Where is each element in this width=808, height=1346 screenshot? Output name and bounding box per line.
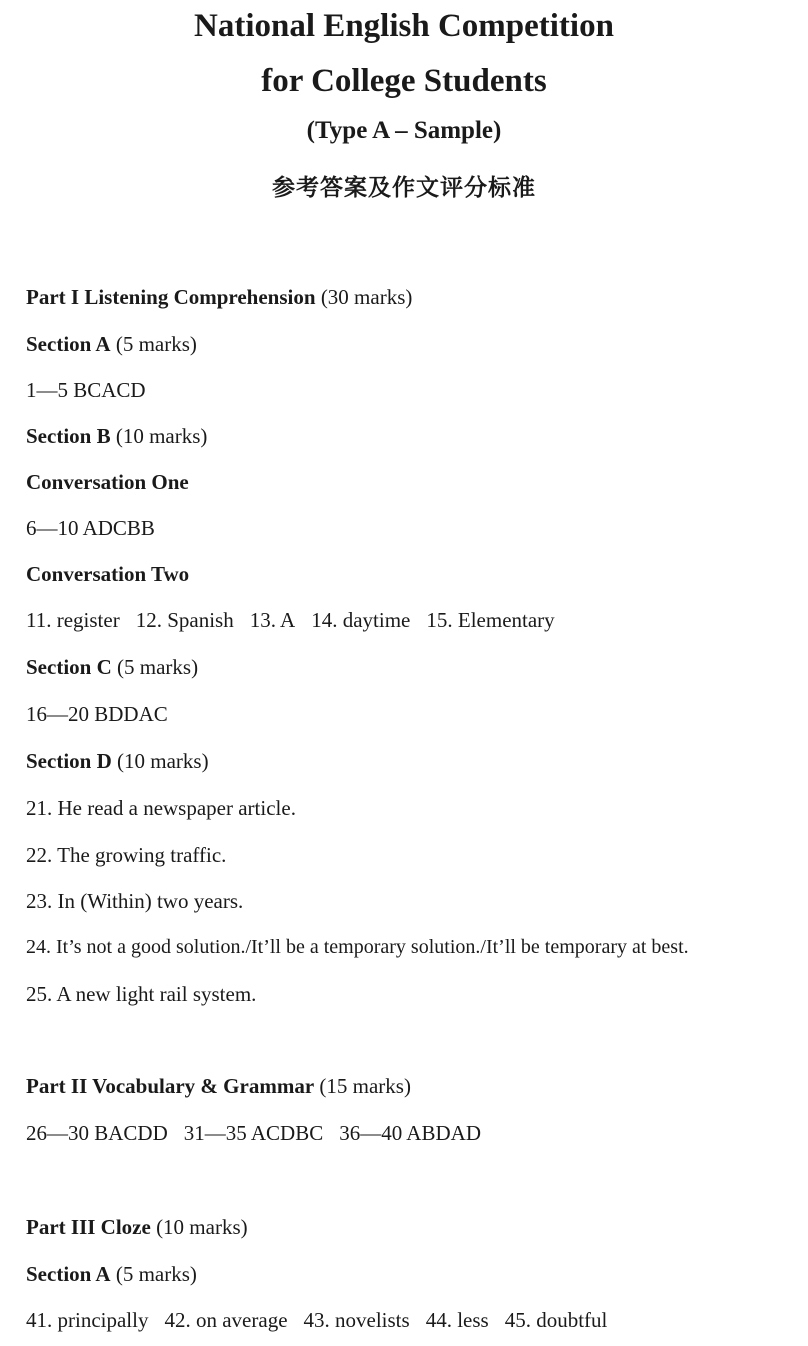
answer-item: 13. A xyxy=(249,608,296,632)
answer-group: 26—30 BACDD xyxy=(26,1121,168,1145)
part3-sectionA-heading xyxy=(26,1264,197,1285)
part1-sectionC-answers: 16—20 BDDAC xyxy=(26,702,168,726)
part2-title: Part II Vocabulary & Grammar xyxy=(26,1074,315,1098)
part2-marks: (15 marks) xyxy=(319,1074,411,1098)
conversation-one-label: Conversation One xyxy=(26,470,189,494)
title-line-2: for College Students xyxy=(261,63,547,99)
part3-heading xyxy=(26,1217,248,1238)
part1-sectionD-heading xyxy=(26,751,209,772)
subtitle: (Type A – Sample) xyxy=(306,117,502,144)
part1-marks: (30 marks) xyxy=(320,285,413,309)
section-marks: (10 marks) xyxy=(117,749,209,773)
conversation-two-answers xyxy=(26,610,555,631)
part2-heading xyxy=(26,1076,411,1097)
part1-sectionA-answers: 1—5 BCACD xyxy=(26,378,146,402)
answer-item: 45. doubtful xyxy=(504,1308,608,1332)
section-label: Section C xyxy=(26,655,112,679)
answer-21: 21. He read a newspaper article. xyxy=(26,796,296,820)
answer-22: 22. The growing traffic. xyxy=(26,843,227,867)
chinese-title: 参考答案及作文评分标准 xyxy=(272,175,536,201)
part3-marks: (10 marks) xyxy=(156,1215,248,1239)
section-marks: (5 marks) xyxy=(115,332,197,356)
conversation-two-label: Conversation Two xyxy=(26,562,190,586)
part1-title: Part I Listening Comprehension xyxy=(26,285,316,309)
part1-sectionC-heading xyxy=(26,657,198,678)
answer-25: 25. A new light rail system. xyxy=(26,982,257,1006)
title-line-1: National English Competition xyxy=(194,8,614,44)
part1-sectionA-heading xyxy=(26,334,197,355)
answer-item: 15. Elementary xyxy=(426,608,555,632)
answer-group: 36—40 ABDAD xyxy=(339,1121,481,1145)
answer-24: 24. It’s not a good solution./It’ll be a temporary solution./It’ll be temporary at best. xyxy=(26,936,689,958)
section-label: Section A xyxy=(26,332,111,356)
answer-item: 14. daytime xyxy=(311,608,411,632)
part2-answers xyxy=(26,1123,481,1144)
answer-item: 42. on average xyxy=(164,1308,288,1332)
answer-group: 31—35 ACDBC xyxy=(183,1121,324,1145)
section-marks: (10 marks) xyxy=(115,424,208,448)
answer-item: 44. less xyxy=(425,1308,489,1332)
answer-item: 43. novelists xyxy=(303,1308,410,1332)
part1-sectionB-heading xyxy=(26,426,207,447)
section-label: Section D xyxy=(26,749,112,773)
part3-sectionA-answers xyxy=(26,1310,607,1331)
answer-23: 23. In (Within) two years. xyxy=(26,889,244,913)
section-marks: (5 marks) xyxy=(115,1262,197,1286)
conversation-one-answers: 6—10 ADCBB xyxy=(26,516,155,540)
part1-heading xyxy=(26,287,412,308)
part3-title: Part III Cloze xyxy=(26,1215,151,1239)
section-label: Section A xyxy=(26,1262,111,1286)
section-label: Section B xyxy=(26,424,111,448)
answer-item: 12. Spanish xyxy=(135,608,234,632)
answer-item: 41. principally xyxy=(26,1308,149,1332)
answer-item: 11. register xyxy=(26,608,120,632)
section-marks: (5 marks) xyxy=(117,655,199,679)
